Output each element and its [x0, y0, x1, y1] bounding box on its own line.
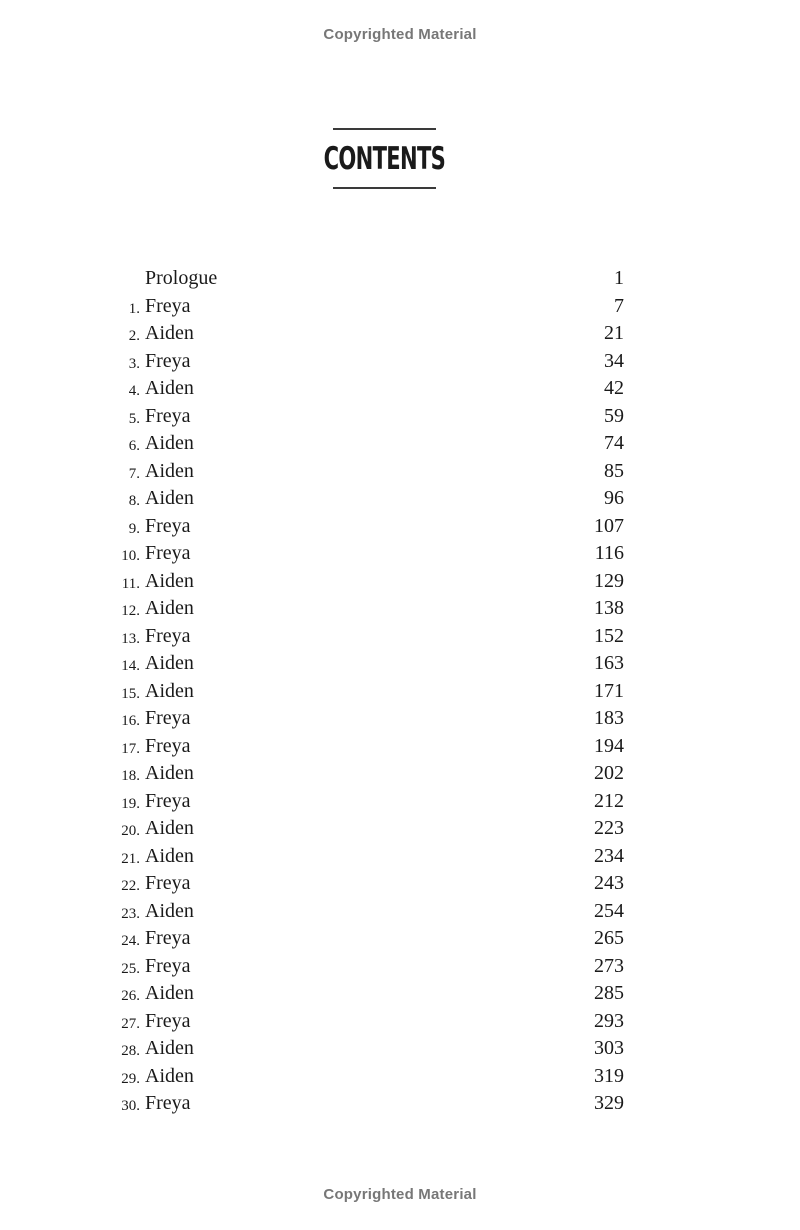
- toc-entry[interactable]: [0, 981, 800, 1009]
- toc-entry[interactable]: [0, 679, 800, 707]
- toc-chapter-number: 6.: [128, 438, 140, 454]
- toc-page-number: 183: [594, 707, 624, 729]
- toc-entry[interactable]: [0, 871, 800, 899]
- toc-chapter-title: Aiden: [145, 982, 194, 1004]
- toc-entry[interactable]: [0, 376, 800, 404]
- toc-chapter-title: Aiden: [145, 762, 194, 784]
- toc-chapter-number: 29.: [121, 1070, 140, 1087]
- toc-page-number: 107: [594, 514, 624, 537]
- toc-chapter-number: 13.: [121, 630, 140, 647]
- toc-page-number: 138: [594, 597, 624, 619]
- toc-chapter-number: 24.: [121, 933, 140, 949]
- toc-page-number: 254: [594, 899, 624, 922]
- toc-entry[interactable]: [0, 486, 800, 514]
- toc-chapter-number: 26.: [121, 988, 140, 1004]
- toc-entry[interactable]: [0, 541, 800, 569]
- toc-entry[interactable]: [0, 761, 800, 789]
- toc-chapter-title: Freya: [145, 1009, 191, 1032]
- toc-page-number: 152: [594, 624, 624, 647]
- toc-page-number: 116: [594, 542, 624, 564]
- toc-chapter-number: 28.: [121, 1043, 140, 1059]
- toc-page-number: 234: [594, 844, 624, 867]
- toc-page-number: 42: [604, 377, 624, 399]
- toc-chapter-number: 10.: [121, 548, 140, 564]
- toc-chapter-number: 18.: [121, 768, 140, 784]
- toc-chapter-number: 1.: [128, 300, 140, 317]
- toc-chapter-number: 30.: [121, 1098, 140, 1114]
- toc-entry[interactable]: [0, 514, 800, 542]
- toc-chapter-title: Freya: [145, 954, 191, 977]
- toc-chapter-title: Aiden: [145, 899, 194, 922]
- toc-entry[interactable]: [0, 899, 800, 927]
- toc-chapter-title: Freya: [145, 872, 191, 894]
- toc-chapter-number: 15.: [121, 685, 140, 702]
- toc-chapter-number: 17.: [121, 740, 140, 757]
- toc-page-number: 319: [594, 1064, 624, 1087]
- toc-chapter-number: 20.: [121, 823, 140, 839]
- toc-entry[interactable]: [0, 321, 800, 349]
- toc-chapter-number: 23.: [121, 905, 140, 922]
- toc-chapter-number: 19.: [121, 795, 140, 812]
- toc-page-number: 223: [594, 817, 624, 839]
- watermark-bottom: Copyrighted Material: [323, 1186, 477, 1203]
- toc-chapter-number: 14.: [121, 658, 140, 674]
- toc-chapter-title: Freya: [145, 707, 191, 729]
- toc-chapter-title: Freya: [145, 734, 191, 757]
- toc-page-number: 265: [594, 927, 624, 949]
- toc-page-number: 273: [594, 954, 624, 977]
- toc-chapter-title: Aiden: [145, 432, 194, 454]
- toc-chapter-title: Aiden: [145, 1037, 194, 1059]
- toc-entry[interactable]: [0, 1036, 800, 1064]
- toc-page-number: 59: [604, 404, 624, 427]
- toc-entry[interactable]: [0, 431, 800, 459]
- contents-heading-block: [323, 128, 446, 189]
- toc-chapter-number: 27.: [121, 1015, 140, 1032]
- toc-chapter-number: 11.: [121, 575, 140, 592]
- toc-chapter-number: 22.: [121, 878, 140, 894]
- toc-chapter-title: Freya: [145, 349, 191, 372]
- toc-chapter-number: 7.: [128, 465, 140, 482]
- toc-entry[interactable]: [0, 1009, 800, 1037]
- toc-entry[interactable]: [0, 266, 800, 294]
- toc-chapter-title: Aiden: [145, 459, 194, 482]
- toc-chapter-title: Freya: [145, 789, 191, 812]
- table-of-contents: [0, 266, 800, 1119]
- toc-chapter-title: Prologue: [145, 267, 218, 289]
- toc-entry[interactable]: [0, 816, 800, 844]
- toc-chapter-title: Aiden: [145, 652, 194, 674]
- toc-chapter-number: 16.: [121, 713, 140, 729]
- toc-page-number: 7: [614, 294, 624, 317]
- toc-page-number: 1: [614, 267, 624, 289]
- toc-chapter-title: Aiden: [145, 487, 194, 509]
- watermark-top: Copyrighted Material: [323, 26, 477, 43]
- toc-page-number: 21: [604, 322, 624, 344]
- toc-page-number: 85: [604, 459, 624, 482]
- toc-chapter-number: 25.: [121, 960, 140, 977]
- toc-chapter-title: Aiden: [145, 817, 194, 839]
- toc-page-number: 74: [604, 432, 624, 454]
- toc-entry[interactable]: [0, 789, 800, 817]
- toc-chapter-number: 5.: [128, 410, 140, 427]
- toc-chapter-number: 4.: [128, 383, 140, 399]
- toc-entry[interactable]: [0, 294, 800, 322]
- toc-entry[interactable]: [0, 926, 800, 954]
- toc-chapter-title: Aiden: [145, 322, 194, 344]
- toc-entry[interactable]: [0, 569, 800, 597]
- toc-chapter-title: Freya: [145, 514, 191, 537]
- toc-entry[interactable]: [0, 1091, 800, 1119]
- toc-page-number: 285: [594, 982, 624, 1004]
- toc-chapter-title: Aiden: [145, 1064, 194, 1087]
- toc-page-number: 212: [594, 789, 624, 812]
- toc-chapter-number: 9.: [128, 520, 140, 537]
- toc-page-number: 329: [594, 1092, 624, 1114]
- toc-page-number: 171: [594, 679, 624, 702]
- toc-chapter-title: Aiden: [145, 597, 194, 619]
- toc-page-number: 163: [594, 652, 624, 674]
- toc-chapter-title: Aiden: [145, 844, 194, 867]
- toc-entry[interactable]: [0, 954, 800, 982]
- toc-entry[interactable]: [0, 844, 800, 872]
- toc-entry[interactable]: [0, 459, 800, 487]
- toc-chapter-title: Aiden: [145, 569, 194, 592]
- toc-chapter-number: 8.: [128, 493, 140, 509]
- toc-chapter-number: 12.: [121, 603, 140, 619]
- toc-chapter-title: Aiden: [145, 679, 194, 702]
- toc-chapter-number: 2.: [128, 328, 140, 344]
- toc-chapter-title: Freya: [145, 542, 191, 564]
- toc-page-number: 129: [594, 569, 624, 592]
- toc-chapter-number: 21.: [121, 850, 140, 867]
- toc-page-number: 34: [604, 349, 624, 372]
- toc-entry[interactable]: [0, 651, 800, 679]
- toc-page-number: 96: [604, 487, 624, 509]
- toc-chapter-title: Freya: [145, 1092, 191, 1114]
- toc-page-number: 243: [594, 872, 624, 894]
- toc-page-number: 194: [594, 734, 624, 757]
- toc-entry[interactable]: [0, 404, 800, 432]
- toc-chapter-title: Freya: [145, 294, 191, 317]
- toc-entry[interactable]: [0, 706, 800, 734]
- toc-chapter-title: Freya: [145, 404, 191, 427]
- toc-page-number: 293: [594, 1009, 624, 1032]
- toc-chapter-title: Freya: [145, 927, 191, 949]
- toc-entry[interactable]: [0, 596, 800, 624]
- toc-entry[interactable]: [0, 734, 800, 762]
- page-title: CONTENTS: [323, 141, 446, 177]
- toc-entry[interactable]: [0, 349, 800, 377]
- toc-entry[interactable]: [0, 624, 800, 652]
- toc-chapter-title: Aiden: [145, 377, 194, 399]
- toc-chapter-number: 3.: [128, 355, 140, 372]
- toc-page-number: 202: [594, 762, 624, 784]
- toc-entry[interactable]: [0, 1064, 800, 1092]
- toc-page-number: 303: [594, 1037, 624, 1059]
- toc-chapter-title: Freya: [145, 624, 191, 647]
